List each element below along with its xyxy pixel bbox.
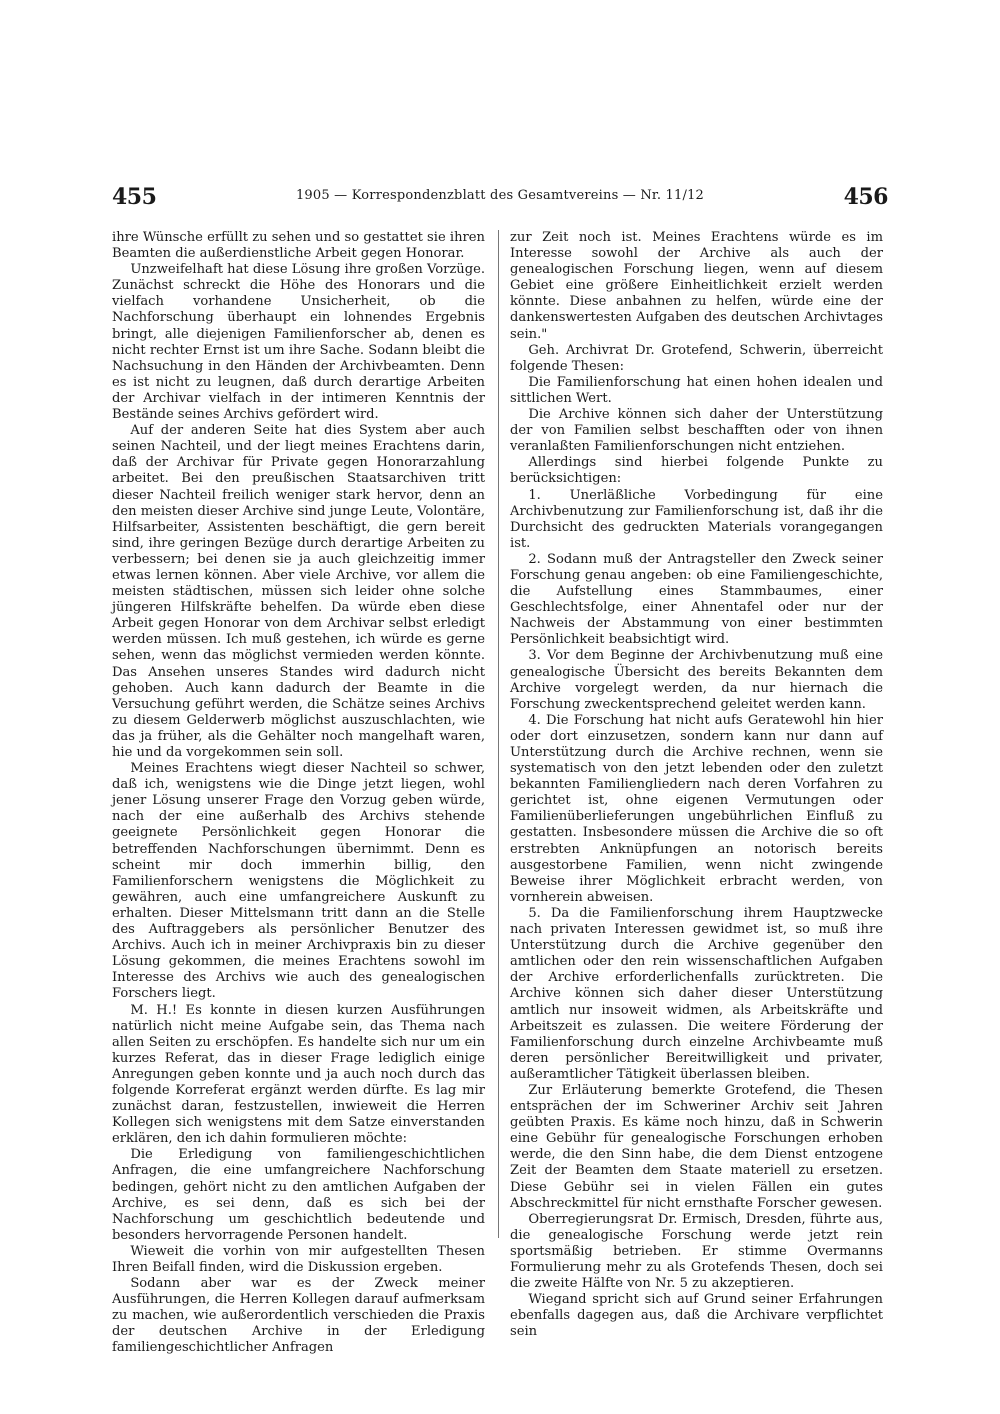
header-title: 1905 — Korrespondenzblatt des Gesamtvereins — Nr. 11/12 [295,188,705,203]
list-item: 2. Sodann muß der Antragsteller den Zweck seiner Forschung genau angeben: ob eine Familiengeschichte, die Aufstellung eines Stammbaumes, einer Geschlechtsfolge, einer Ahnentafel oder nur der Nachweis der Abstammung von einer bestimmten Persönlichkeit beabsichtigt wird. [510,551,883,648]
paragraph: Zur Erläuterung bemerkte Grotefend, die Thesen entsprächen der im Schweriner Archiv seit Jahren geübten Praxis. Es käme noch hinzu, daß in Schwerin eine Gebühr für genealogische Forschungen erhoben werde, die den Sinn habe, die dem Dienst entzogene Zeit der Beamten dem Staate materiell zu ersetzen. Diese Gebühr sei in vielen Fällen ein gutes Abschreckmittel für nicht ernsthafte Forscher gewesen. [510,1082,883,1211]
right-column [510,230,883,1340]
paragraph: Die Familienforschung hat einen hohen idealen und sittlichen Wert. [510,374,883,406]
paragraph: ihre Wünsche erfüllt zu sehen und so gestattet sie ihren Beamten die außerdienstliche Arbeit gegen Honorar. [112,230,485,262]
left-column [112,230,485,1357]
running-header [112,184,888,216]
paragraph: Sodann aber war es der Zweck meiner Ausführungen, die Herren Kollegen darauf aufmerksam zu machen, wie außerordentlich verschieden die Praxis der deutschen Archive in der Erledigung familiengeschichtlicher Anfragen [112,1276,485,1356]
page-number-left: 455 [112,184,157,210]
paragraph: Oberregierungsrat Dr. Ermisch, Dresden, führte aus, die genealogische Forschung werde jetzt rein sportsmäßig betrieben. Er stimme Overmanns Formulierung mehr zu als Grotefends Thesen, doch sei die zweite Hälfte von Nr. 5 zu akzeptieren. [510,1211,883,1292]
list-item: 5. Da die Familienforschung ihrem Hauptzwecke nach privaten Interessen gewidmet ist, so muß ihre Unterstützung durch die Archive gegenüber den amtlichen oder den rein wissenschaftlichen Aufgaben der Archive erforderlichenfalls zurücktreten. Die Archive können sich daher dieser Unterstützung amtlich nur insoweit widmen, als Arbeitskräfte und Arbeitszeit es zulassen. Die weitere Förderung der Familienforschung durch einzelne Archivbeamte muß deren persönlicher Bereitwilligkeit und privater, außeramtlicher Tätigkeit überlassen bleiben. [510,905,883,1082]
paragraph: M. H.! Es konnte in diesen kurzen Ausführungen natürlich nicht meine Aufgabe sein, das Thema nach allen Seiten zu erschöpfen. Es handelte sich nur um ein kurzes Referat, das in dieser Frage lediglich einige Anregungen geben konnte und ja auch noch durch das folgende Korreferat ergänzt werden dürfte. Es lag mir zunächst daran, festzustellen, inwieweit die Herren Kollegen sich wenigstens mit dem Satze einverstanden erklären, den ich dahin formulieren möchte: [112,1002,485,1147]
paragraph: Die Erledigung von familiengeschichtlichen Anfragen, die eine umfangreichere Nachforschung bedingen, gehört nicht zu den amtlichen Aufgaben der Archive, es sei denn, daß es sich bei der Nachforschung um geschichtlich bedeutende und besonders hervorragende Personen handelt. [112,1147,485,1243]
paragraph: Unzweifelhaft hat diese Lösung ihre großen Vorzüge. Zunächst schreckt die Höhe des Honorars und die vielfach vorhandene Unsicherheit, ob die Nachforschung überhaupt ein lohnendes Ergebnis bringt, alle diejenigen Familienforscher ab, denen es nicht rechter Ernst ist um ihre Sache. Sodann bleibt die Nachsuchung in den Händen der Archivbeamten. Denn es ist nicht zu leugnen, daß durch derartige Arbeiten der Archivar vielfach in der intimeren Kenntnis der Bestände seines Archivs gefördert wird. [112,262,485,423]
list-item: 4. Die Forschung hat nicht aufs Geratewohl hin hier oder dort einzusetzen, sondern kann nur dann auf Unterstützung durch die Archive rechnen, wenn sie systematisch von den jetzt lebenden oder den zuletzt bekannten Familiengliedern nach deren Vorfahren zu gerichtet ist, ohne eigenen Vermutungen oder Familienüberlieferungen ungebührlichen Einfluß zu gestatten. Insbesondere müssen die Archive die so oft erstrebten Anknüpfungen an notorisch bereits ausgestorbene Familien, wenn nicht zwingende Beweise ihrer Möglichkeit erbracht werden, von vornherein abweisen. [510,712,883,905]
page-number-right: 456 [843,184,888,210]
paragraph: Meines Erachtens wiegt dieser Nachteil so schwer, daß ich, wenigstens wie die Dinge jetzt liegen, wohl jener Lösung unserer Frage den Vorzug geben würde, nach der eine außerhalb des Archivs stehende geeignete Persönlichkeit gegen Honorar die betreffenden Nachforschungen übernimmt. Denn es scheint mir doch immerhin billig, den Familienforschern wenigstens die Möglichkeit zu gewähren, auch eine umfangreichere Auskunft zu erhalten. Dieser Mittelsmann tritt dann an die Stelle des Auftraggebers als persönlicher Benutzer des Archivs. Auch ich in meiner Archivpraxis bin zu dieser Lösung gekommen, die meines Erachtens sowohl im Interesse des Archivs wie auch des genealogischen Forschers liegt. [112,761,485,1002]
paragraph: Wieweit die vorhin von mir aufgestellten Thesen Ihren Beifall finden, wird die Diskussion ergeben. [112,1243,485,1275]
list-item: 3. Vor dem Beginne der Archivbenutzung muß eine genealogische Übersicht des bereits Bekannten dem Archive vorgelegt werden, da nur hiernach die Forschung zweckentsprechend geleitet werden kann. [510,648,883,712]
paragraph: Die Archive können sich daher der Unterstützung der von Familien selbst beschafften oder von ihnen veranlaßten Familienforschungen nicht entziehen. [510,407,883,455]
paragraph: Allerdings sind hierbei folgende Punkte zu berücksichtigen: [510,455,883,487]
list-item: 1. Unerläßliche Vorbedingung für eine Archivbenutzung zur Familienforschung ist, daß ihr die Durchsicht des gedruckten Materials vorangegangen ist. [510,487,883,551]
paragraph: Geh. Archivrat Dr. Grotefend, Schwerin, überreicht folgende Thesen: [510,342,883,374]
paragraph: zur Zeit noch ist. Meines Erachtens würde es im Interesse sowohl der Archive als auch der genealogischen Forschung liegen, wenn auf diesem Gebiet eine größere Einheitlichkeit erzielt werden könnte. Diese anbahnen zu helfen, würde eine der dankenswertesten Aufgaben des deutschen Archivtages sein." [510,230,883,342]
paragraph: Auf der anderen Seite hat dies System aber auch seinen Nachteil, und der liegt meines Erachtens darin, daß der Archivar für Private gegen Honorarzahlung arbeitet. Bei den preußischen Staatsarchiven tritt dieser Nachteil freilich weniger stark hervor, denn an den meisten dieser Archive sind junge Leute, Volontäre, Hilfsarbeiter, Assistenten beschäftigt, die gern bereit sind, ihre geringen Bezüge durch derartige Arbeiten zu verbessern; bei denen sie ja auch gleichzeitig immer etwas lernen können. Aber viele Archive, vor allem die meisten städtischen, müssen sich leider ohne solche jüngeren Hilfskräfte behelfen. Da würde eben diese Arbeit gegen Honorar von dem Archivar selbst erledigt werden müssen. Ich muß gestehen, ich würde es gerne sehen, wenn das möglichst vermieden werden könnte. Das Ansehen unseres Standes wird dadurch nicht gehoben. Auch kann dadurch der Beamte in die Versuchung geführt werden, die Schätze seines Archivs zu diesem Gelderwerb möglichst auszuschlachten, wie das ja früher, als die Gehälter noch mangelhaft waren, hie und da vorgekommen sein soll. [112,423,485,760]
column-divider [498,230,499,1238]
paragraph: Wiegand spricht sich auf Grund seiner Erfahrungen ebenfalls dagegen aus, daß die Archivare verpflichtet sein [510,1292,883,1340]
